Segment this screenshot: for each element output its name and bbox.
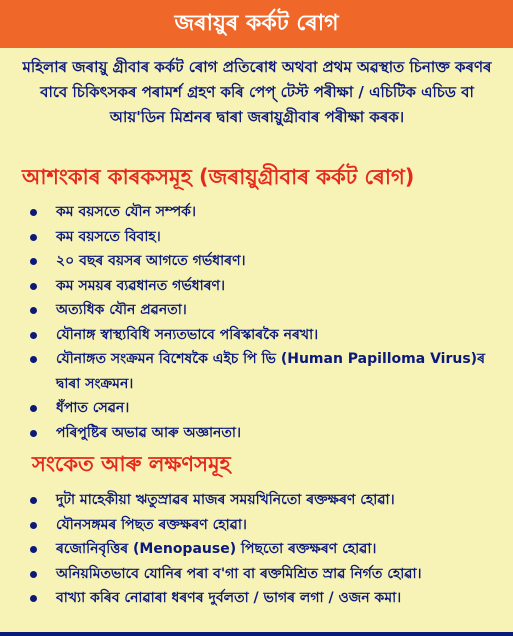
symptoms-list	[30, 488, 500, 611]
list-item	[30, 513, 500, 538]
list-item-text: ২০ বছৰ বয়সৰ আগতে গৰ্ভধাৰণ।	[56, 253, 246, 269]
symptoms-heading: সংকেত আৰু লক্ষণসমূহ	[32, 452, 231, 476]
bullet-icon	[30, 234, 37, 241]
bullet-icon	[30, 405, 37, 412]
list-item-text: যৌনসঙ্গমৰ পিছত ৰক্তক্ষৰণ হোৱা।	[56, 516, 247, 533]
list-item-text: যৌনাঙ্গ স্বাস্থ্যবিধি সন্যতভাবে পৰিস্কাৰকৈ নৰখা।	[56, 326, 319, 343]
list-item-text: কম বয়সতে যৌন সম্পৰ্ক।	[56, 204, 196, 220]
bullet-icon	[30, 356, 37, 363]
bullet-icon	[30, 522, 37, 529]
bullet-icon	[30, 595, 37, 602]
list-item	[30, 274, 500, 299]
list-item-text: ধঁপাত সেৱন।	[56, 400, 130, 416]
page-title: জৰায়ুৰ কৰ্কট ৰোগ	[174, 10, 339, 36]
list-item-text: কম বয়সতে বিবাহ।	[56, 228, 161, 245]
bullet-icon	[30, 258, 37, 265]
list-item	[30, 298, 500, 323]
list-item-text: ৰজোনিবৃত্তিৰ (Menopause) পিছতো ৰক্তক্ষৰণ হোৱা।	[56, 541, 377, 557]
list-item	[30, 249, 500, 274]
list-item-text: অত্যধিক যৌন প্ৰৱনতা।	[56, 302, 187, 318]
header-banner	[0, 0, 513, 48]
list-item	[30, 225, 500, 250]
list-item-text: পৰিপুষ্টিৰ অভাৱ আৰু অজ্ঞানতা।	[56, 424, 241, 441]
bottom-divider	[0, 632, 513, 636]
risk-factors-list	[30, 200, 500, 445]
bullet-icon	[30, 283, 37, 290]
bullet-icon	[30, 571, 37, 578]
bullet-icon	[30, 307, 37, 314]
intro-paragraph: মহিলাৰ জৰায়ু গ্ৰীবাৰ কৰ্কট ৰোগ প্ৰতিৰোধ অথবা প্ৰথম অৱস্থাত চিনাক্ত কৰণৰ বাবে চিকিৎসকৰ পৰামৰ্শ গ্ৰহণ কৰি পেপ্ টেস্ট পৰীক্ষা / এচিটিক এচিড বা আয়'ডিন মিশ্ৰনৰ দ্বাৰা জৰায়ুগ্ৰীবাৰ পৰীক্ষা কৰক।	[22, 58, 492, 126]
bullet-icon	[30, 430, 37, 437]
list-item	[30, 323, 500, 348]
list-item-text: কম সময়ৰ ব্যৱধানত গৰ্ভধাৰণ।	[56, 277, 226, 294]
list-item	[30, 586, 500, 611]
list-item-text: দুটা মাহেকীয়া ঋতুস্ৰাৱৰ মাজৰ সময়খিনিতো ৰক্তক্ষৰণ হোৱা।	[56, 492, 395, 508]
list-item-text: বাখ্যা কৰিব নোৱাৰা ধৰণৰ দুৰ্বলতা / ভাগৰ লগা / ওজন কমা।	[56, 590, 402, 606]
bullet-icon	[30, 546, 37, 553]
list-item	[30, 200, 500, 225]
list-item-text: অনিয়মিতভাবে যোনিৰ পৰা ব'গা বা ৰক্তমিশ্ৰিত স্ৰাৱ নিৰ্গত হোৱা।	[56, 565, 422, 582]
list-item	[30, 421, 500, 446]
bullet-icon	[30, 332, 37, 339]
list-item	[30, 396, 500, 421]
list-item	[30, 347, 500, 396]
risk-factors-heading: আশংকাৰ কাৰকসমূহ (জৰায়ুগ্ৰীবাৰ কৰ্কট ৰোগ)	[22, 165, 415, 189]
list-item	[30, 537, 500, 562]
list-item	[30, 562, 500, 587]
bullet-icon	[30, 497, 37, 504]
list-item-text: যৌনাঙ্গত সংক্ৰমন বিশেষকৈ এইচ পি ভি (Human Papilloma Virus)ৰ দ্বাৰা সংক্ৰমন।	[56, 351, 485, 392]
bullet-icon	[30, 209, 37, 216]
list-item	[30, 488, 500, 513]
